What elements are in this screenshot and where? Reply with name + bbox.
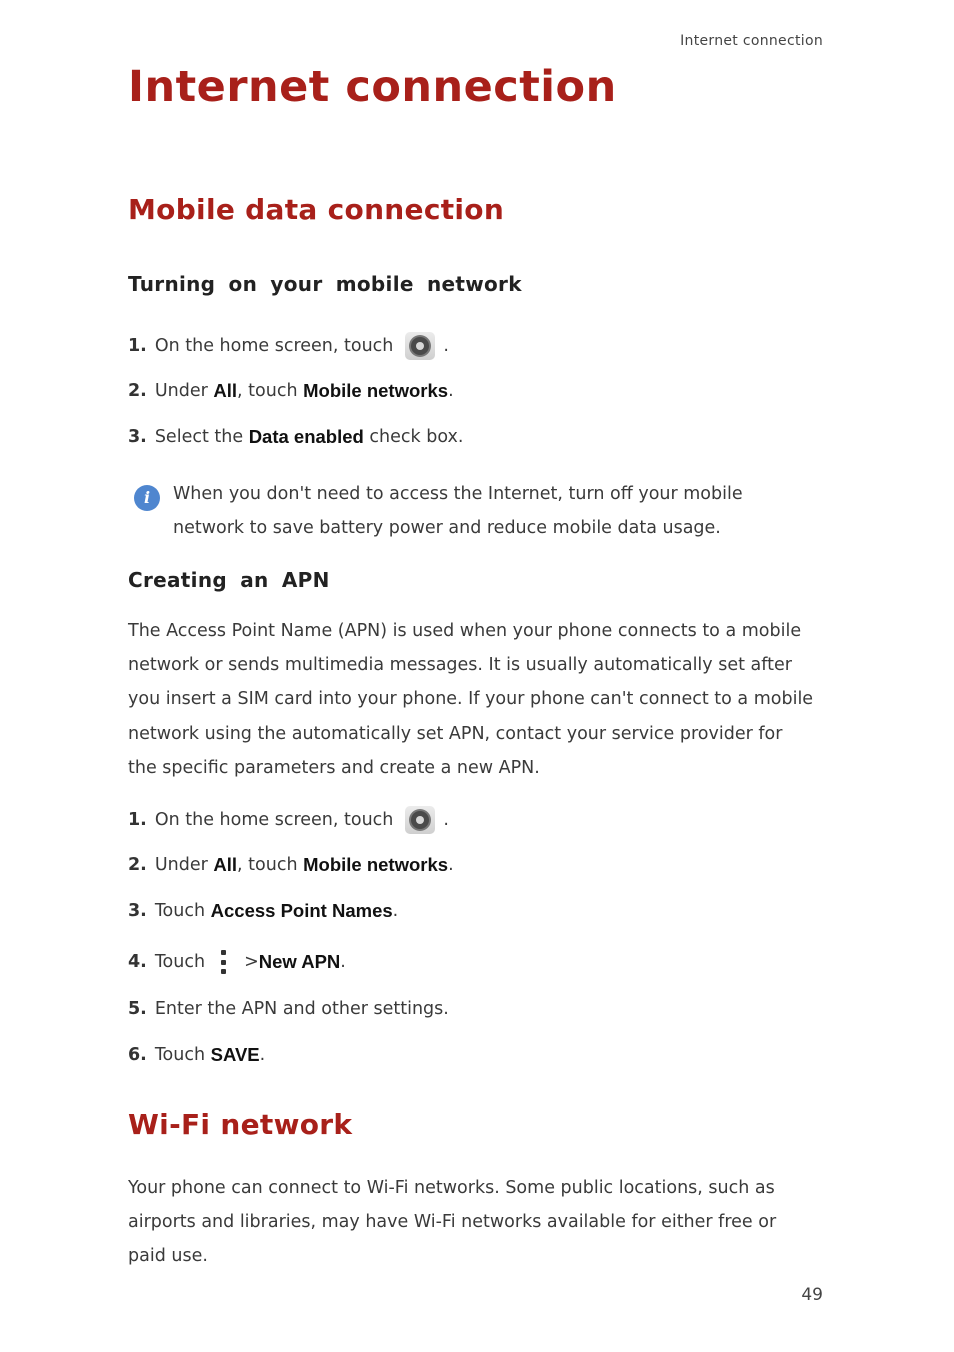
step-punct: .: [448, 855, 454, 875]
step-number: 6.: [128, 1045, 147, 1065]
wifi-paragraph: [128, 1171, 828, 1274]
step-number: 3.: [128, 901, 147, 921]
section-heading-mobile-data: Mobile data connection: [128, 193, 505, 226]
step-punct: .: [443, 336, 449, 356]
step-text: Touch: [154, 952, 206, 972]
step-punct: .: [259, 1045, 266, 1065]
step-text: On the home screen, touch: [154, 336, 394, 356]
step-text: Touch: [154, 901, 206, 921]
step-punct: .: [448, 381, 454, 401]
step-text: , touch: [237, 381, 298, 401]
para-line: airports and libraries, may have Wi-Fi networks available for either free or: [128, 1212, 777, 1233]
apn-step-5: [128, 997, 449, 1021]
apn-paragraph: [128, 614, 828, 785]
ui-term-access-point-names: Access Point Names: [210, 900, 393, 921]
apn-step-1: [128, 806, 449, 834]
settings-gear-icon: [405, 332, 435, 360]
subheading-turning-on: Turning on your mobile network: [128, 272, 522, 296]
para-line: The Access Point Name (APN) is used when your phone connects to a mobile: [128, 621, 802, 641]
step-1: [128, 332, 449, 360]
section-heading-wifi: Wi-Fi network: [128, 1108, 353, 1141]
apn-step-6: [128, 1043, 265, 1067]
ui-term-all: All: [213, 854, 238, 875]
overflow-menu-icon: [221, 950, 226, 974]
step-text: Under: [154, 381, 208, 401]
step-punct: .: [443, 810, 449, 830]
step-text: Under: [154, 855, 208, 875]
subheading-creating-apn: Creating an APN: [128, 568, 330, 592]
step-number: 1.: [128, 810, 147, 830]
page-title: Internet connection: [128, 62, 617, 112]
note-text: [173, 477, 813, 545]
step-punct: .: [392, 901, 399, 921]
info-icon: i: [134, 485, 160, 511]
step-number: 3.: [128, 427, 147, 447]
para-line: network using the automatically set APN, contact your service provider for: [128, 723, 783, 744]
apn-step-2: [128, 853, 454, 877]
settings-gear-icon: [405, 806, 435, 834]
step-number: 4.: [128, 952, 147, 972]
apn-step-3: [128, 899, 398, 923]
apn-step-4: [128, 950, 346, 974]
para-line: network or sends multimedia messages. It is usually automatically set after: [128, 655, 792, 676]
ui-term-new-apn: New APN: [258, 951, 341, 972]
para-line: you insert a SIM card into your phone. If your phone can't connect to a mobile: [128, 689, 814, 710]
ui-term-mobile-networks: Mobile networks: [303, 380, 449, 401]
step-number: 1.: [128, 336, 147, 356]
step-text: Enter the APN and other settings.: [154, 999, 449, 1019]
ui-term-all: All: [213, 380, 238, 401]
step-text: On the home screen, touch: [154, 810, 394, 830]
step-number: 2.: [128, 855, 147, 875]
step-text: check box.: [369, 427, 464, 447]
step-number: 2.: [128, 381, 147, 401]
step-punct: .: [340, 952, 346, 972]
step-2: [128, 379, 454, 403]
step-number: 5.: [128, 999, 147, 1019]
note-line: When you don't need to access the Internet, turn off your mobile: [173, 484, 743, 504]
para-line: the specific parameters and create a new APN.: [128, 757, 540, 778]
running-header: Internet connection: [680, 33, 823, 49]
para-line: paid use.: [128, 1246, 208, 1267]
ui-term-data-enabled: Data enabled: [248, 426, 364, 447]
note-line: network to save battery power and reduce mobile data usage.: [173, 518, 721, 538]
ui-term-mobile-networks: Mobile networks: [303, 854, 449, 875]
page-number: 49: [801, 1285, 823, 1305]
step-text: , touch: [237, 855, 298, 875]
ui-term-save: SAVE: [210, 1044, 260, 1065]
step-text: Select the: [154, 427, 244, 447]
para-line: Your phone can connect to Wi-Fi networks. Some public locations, such as: [128, 1178, 775, 1198]
step-3: [128, 425, 463, 449]
menu-separator: >: [244, 952, 259, 972]
step-text: Touch: [154, 1045, 206, 1065]
